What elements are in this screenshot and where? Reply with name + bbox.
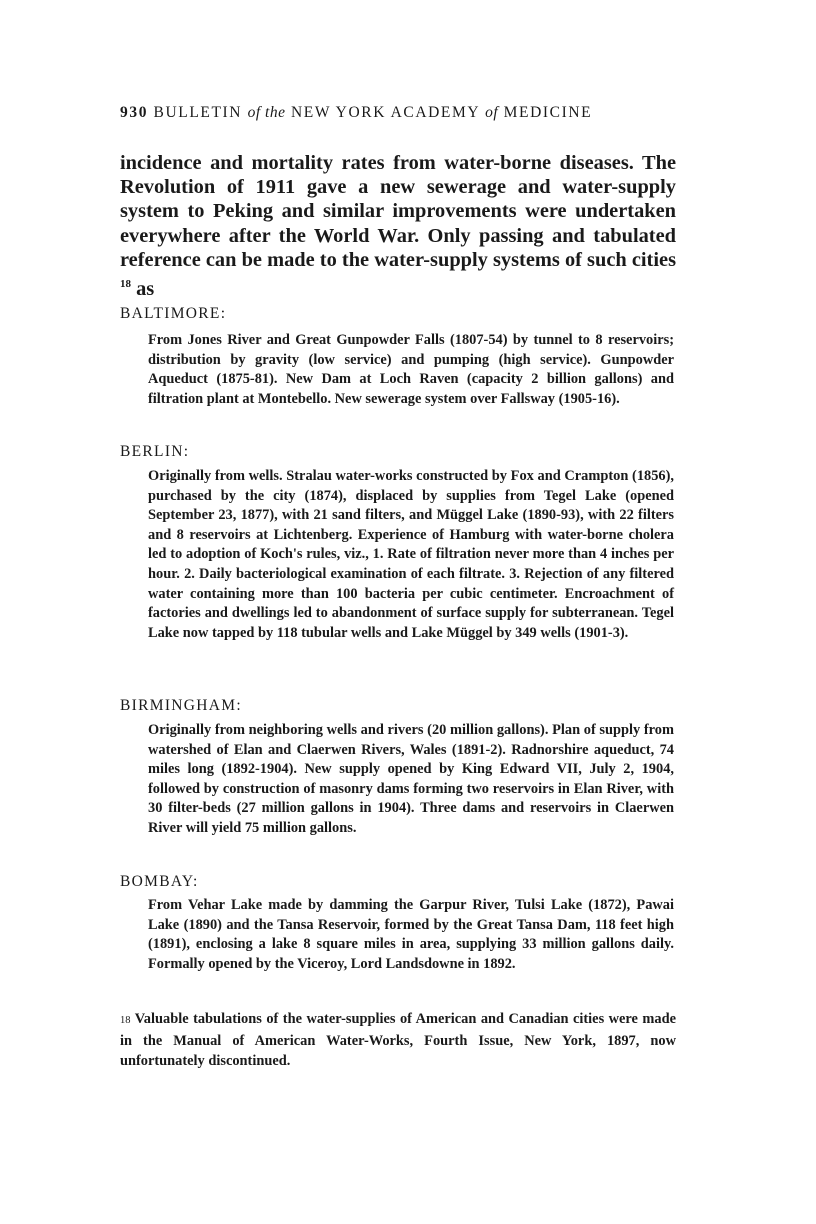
city-heading-birmingham: BIRMINGHAM: bbox=[120, 697, 242, 714]
city-entry-bombay: From Vehar Lake made by damming the Garpur River, Tulsi Lake (1872), Pawai Lake (1890) and the Tansa Reservoir, formed by the Great Tansa Dam, 118 feet high (1891), enclosing a lake 8 square miles in area, supplying 33 million gallons daily. Formally opened by the Viceroy, Lord Landsdowne in 1892. bbox=[148, 897, 674, 972]
intro-text: incidence and mortality rates from water-borne diseases. The Revolution of 1911 gave a new sewerage and water-supply system to Peking and similar improvements were undertaken everywhere after the World War. Only passing and tabulated reference can be made to the water-supply systems of such cities bbox=[120, 152, 676, 271]
journal-title-part: NEW YORK ACADEMY bbox=[290, 104, 480, 121]
city-entry-baltimore: From Jones River and Great Gunpowder Falls (1807-54) by tunnel to 8 reservoirs; distribution by gravity (low service) and pumping (high service). Gunpowder Aqueduct (1875-81). New Dam at Loch Raven (capacity 2 billion gallons) and filtration plant at Montebello. New sewerage system over Fallsway (1905-16). bbox=[148, 332, 674, 407]
footnote-marker: 18 bbox=[120, 1015, 131, 1026]
city-entry-birmingham: Originally from neighboring wells and rivers (20 million gallons). Plan of supply from watershed of Elan and Claerwen Rivers, Wales (1891-2). Radnorshire aqueduct, 74 miles long (1892-1904). New supply opened by King Edward VII, July 2, 1904, followed by construction of masonry dams forming two reservoirs in Elan River, with 30 filter-beds (27 million gallons in 1904). Three dams and reservoirs in Claerwen River will yield 75 million gallons. bbox=[148, 722, 674, 836]
journal-title-part: MEDICINE bbox=[503, 104, 593, 121]
intro-paragraph bbox=[120, 151, 676, 301]
city-heading-bombay: BOMBAY: bbox=[120, 873, 199, 890]
footnote bbox=[120, 1009, 676, 1071]
intro-tail: as bbox=[136, 277, 155, 300]
journal-title-part: BULLETIN bbox=[153, 104, 243, 121]
running-header bbox=[120, 104, 680, 122]
city-entry-berlin: Originally from wells. Stralau water-works constructed by Fox and Crampton (1856), purchased by the city (1874), displaced by supplies from Tegel Lake (opened September 23, 1877), with 21 sand filters, and Müggel Lake (1890-93), with 22 filters and 8 reservoirs at Lichtenberg. Experience of Hamburg with water-borne cholera led to adoption of Koch's rules, viz., 1. Rate of filtration never more than 4 inches per hour. 2. Daily bacteriological examination of each filtrate. 3. Rejection of any filtered water containing more than 100 bacteria per cubic centimeter. Encroachment of factories and dwellings led to abandonment of surface supply for subterranean. Tegel Lake now tapped by 118 tubular wells and Lake Müggel by 349 wells (1901-3). bbox=[148, 468, 674, 641]
city-heading-baltimore: BALTIMORE: bbox=[120, 305, 227, 322]
footnote-reference: 18 bbox=[120, 278, 131, 291]
journal-title-part: of bbox=[485, 104, 499, 121]
journal-title-part: of the bbox=[247, 104, 286, 121]
page-number: 930 bbox=[120, 104, 149, 121]
city-heading-berlin: BERLIN: bbox=[120, 443, 190, 460]
footnote-text: Valuable tabulations of the water-supplies of American and Canadian cities were made in the Manual of American Water-Works, Fourth Issue, New York, 1897, now unfortunately discontinued. bbox=[120, 1011, 677, 1069]
